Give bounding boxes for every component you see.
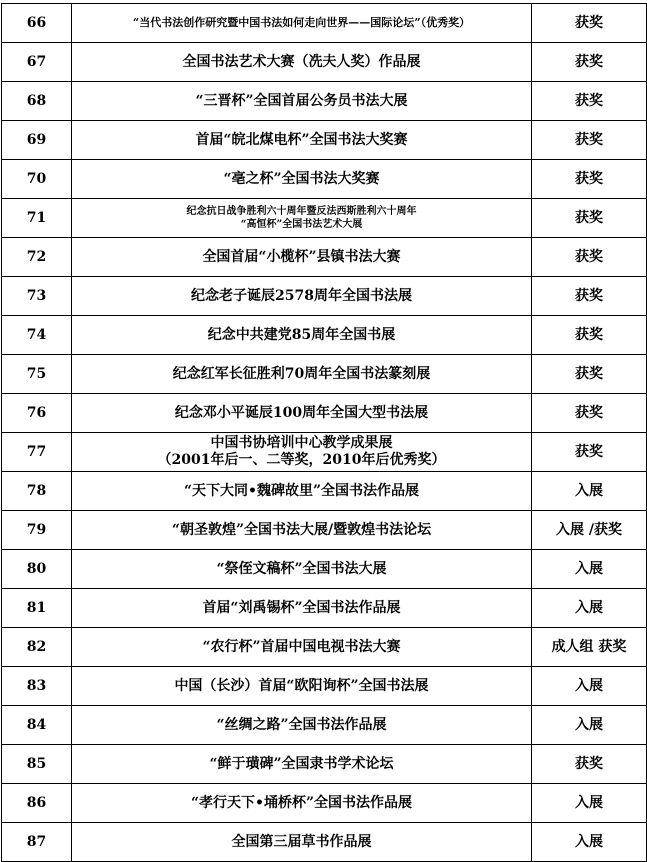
exhibition-name-line-1: 纪念抗日战争胜利六十周年暨反法西斯胜利六十周年	[186, 206, 417, 217]
award-result: 获奖	[532, 238, 647, 277]
exhibition-name: 纪念老子诞辰2578周年全国书法展	[72, 277, 532, 316]
table-row	[2, 199, 647, 238]
award-result: 成人组 获奖	[532, 628, 647, 667]
exhibition-name: “当代书法创作研究暨中国书法如何走向世界——国际论坛”（优秀奖）	[72, 4, 532, 43]
award-result: 获奖	[532, 199, 647, 238]
awards-table	[1, 3, 647, 862]
exhibition-name: 首届“刘禹锡杯”全国书法作品展	[72, 589, 532, 628]
row-number: 69	[2, 121, 72, 160]
row-number: 70	[2, 160, 72, 199]
award-result: 入展	[532, 472, 647, 511]
table-row	[2, 589, 647, 628]
award-result: 获奖	[532, 121, 647, 160]
exhibition-name: 首届“皖北煤电杯”全国书法大奖赛	[72, 121, 532, 160]
row-number: 80	[2, 550, 72, 589]
row-number: 66	[2, 4, 72, 43]
table-row	[2, 550, 647, 589]
exhibition-name-line-1: 中国书协培训中心教学成果展	[210, 435, 393, 451]
table-row	[2, 43, 647, 82]
row-number: 75	[2, 355, 72, 394]
table-row	[2, 4, 647, 43]
table-row	[2, 238, 647, 277]
exhibition-name: 纪念中共建党85周年全国书展	[72, 316, 532, 355]
row-number: 73	[2, 277, 72, 316]
row-number: 86	[2, 784, 72, 823]
award-result: 获奖	[532, 433, 647, 472]
award-result: 获奖	[532, 394, 647, 433]
exhibition-name	[72, 433, 532, 472]
row-number: 74	[2, 316, 72, 355]
table-row	[2, 355, 647, 394]
exhibition-name: 全国第三届草书作品展	[72, 823, 532, 862]
exhibition-name-line-2: （2001年后一、二等奖，2010年后优秀奖）	[157, 452, 446, 468]
row-number: 67	[2, 43, 72, 82]
award-result: 获奖	[532, 355, 647, 394]
row-number: 68	[2, 82, 72, 121]
exhibition-name: “祭侄文稿杯”全国书法大展	[72, 550, 532, 589]
table-row	[2, 667, 647, 706]
table-row	[2, 472, 647, 511]
exhibition-name: 全国书法艺术大赛（冼夫人奖）作品展	[72, 43, 532, 82]
row-number: 76	[2, 394, 72, 433]
award-result: 入展	[532, 823, 647, 862]
exhibition-name: 中国（长沙）首届“欧阳询杯”全国书法展	[72, 667, 532, 706]
awards-table-body	[2, 4, 647, 862]
award-result: 获奖	[532, 745, 647, 784]
award-result: 入展	[532, 667, 647, 706]
award-result: 获奖	[532, 43, 647, 82]
award-result: 获奖	[532, 160, 647, 199]
award-result: 获奖	[532, 277, 647, 316]
award-result: 获奖	[532, 316, 647, 355]
row-number: 72	[2, 238, 72, 277]
table-row	[2, 784, 647, 823]
row-number: 84	[2, 706, 72, 745]
exhibition-name: “农行杯”首届中国电视书法大赛	[72, 628, 532, 667]
award-result: 入展	[532, 589, 647, 628]
table-row	[2, 394, 647, 433]
table-row	[2, 277, 647, 316]
table-row	[2, 160, 647, 199]
table-row	[2, 121, 647, 160]
award-result: 入展	[532, 784, 647, 823]
row-number: 82	[2, 628, 72, 667]
award-result: 入展 /获奖	[532, 511, 647, 550]
row-number: 71	[2, 199, 72, 238]
table-row	[2, 706, 647, 745]
award-result: 获奖	[532, 4, 647, 43]
exhibition-name: “孝行天下•埇桥杯”全国书法作品展	[72, 784, 532, 823]
table-row	[2, 433, 647, 472]
row-number: 77	[2, 433, 72, 472]
row-number: 78	[2, 472, 72, 511]
table-row	[2, 82, 647, 121]
award-result: 入展	[532, 550, 647, 589]
table-row	[2, 745, 647, 784]
exhibition-name: 纪念红军长征胜利70周年全国书法篆刻展	[72, 355, 532, 394]
exhibition-name: “鲜于璜碑”全国隶书学术论坛	[72, 745, 532, 784]
row-number: 83	[2, 667, 72, 706]
row-number: 81	[2, 589, 72, 628]
exhibition-name: “亳之杯”全国书法大奖赛	[72, 160, 532, 199]
exhibition-name: “三晋杯”全国首届公务员书法大展	[72, 82, 532, 121]
exhibition-name: 纪念邓小平诞辰100周年全国大型书法展	[72, 394, 532, 433]
table-row	[2, 823, 647, 862]
table-row	[2, 628, 647, 667]
exhibition-name: “朝圣敦煌”全国书法大展/暨敦煌书法论坛	[72, 511, 532, 550]
exhibition-name-line-2: “高恒杯”全国书法艺术大展	[240, 219, 363, 230]
table-row	[2, 316, 647, 355]
exhibition-name: “天下大同•魏碑故里”全国书法作品展	[72, 472, 532, 511]
award-result: 入展	[532, 706, 647, 745]
row-number: 79	[2, 511, 72, 550]
table-row	[2, 511, 647, 550]
exhibition-name	[72, 199, 532, 238]
row-number: 87	[2, 823, 72, 862]
exhibition-name: “丝绸之路”全国书法作品展	[72, 706, 532, 745]
award-result: 获奖	[532, 82, 647, 121]
exhibition-name: 全国首届“小榄杯”县镇书法大赛	[72, 238, 532, 277]
row-number: 85	[2, 745, 72, 784]
